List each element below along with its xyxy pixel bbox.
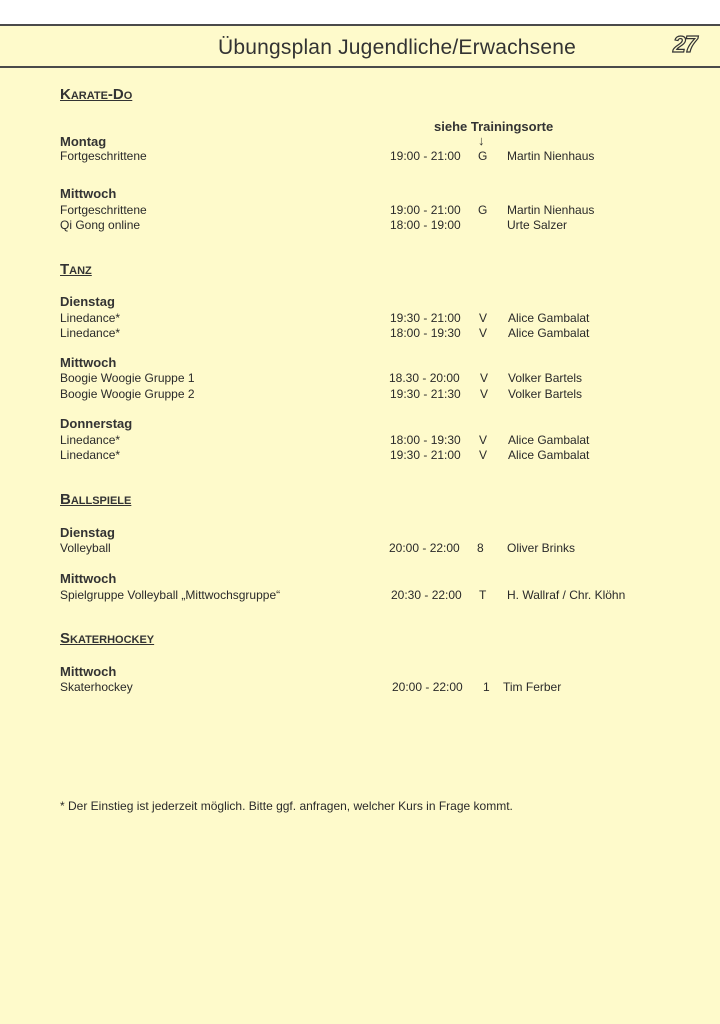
- table-row: [0, 326, 720, 341]
- course-name: Skaterhockey: [60, 680, 133, 694]
- course-name: Fortgeschrittene: [60, 149, 147, 163]
- table-row: [0, 680, 720, 695]
- course-time: 18:00 - 19:30: [390, 326, 461, 340]
- course-name: Fortgeschrittene: [60, 203, 147, 217]
- course-name: Boogie Woogie Gruppe 2: [60, 387, 195, 401]
- course-location: V: [479, 326, 488, 340]
- page-title: Übungsplan Jugendliche/Erwachsene: [217, 36, 576, 59]
- course-time: 20:00 - 22:00: [389, 541, 460, 555]
- course-location: 8: [477, 541, 484, 555]
- course-time: 18:00 - 19:30: [390, 433, 461, 447]
- course-trainer: Alice Gambalat: [508, 311, 590, 325]
- course-time: 19:00 - 21:00: [390, 203, 461, 217]
- course-location: T: [479, 588, 487, 602]
- course-trainer: Alice Gambalat: [508, 326, 590, 340]
- course-trainer: Tim Ferber: [503, 680, 562, 694]
- course-time: 19:30 - 21:00: [390, 448, 461, 462]
- course-time: 18:00 - 19:00: [390, 218, 461, 232]
- table-row: [0, 448, 720, 463]
- course-name: Volleyball: [60, 541, 111, 555]
- table-row: [0, 371, 720, 386]
- course-trainer: Martin Nienhaus: [507, 203, 595, 217]
- course-time: 20:30 - 22:00: [391, 588, 462, 602]
- course-name: Spielgruppe Volleyball „Mittwochsgruppe“: [60, 588, 281, 602]
- page-number: 27: [673, 31, 697, 57]
- day-heading: Dienstag: [60, 294, 115, 309]
- course-location: V: [480, 371, 489, 385]
- course-time: 18.30 - 20:00: [389, 371, 460, 385]
- course-location: V: [479, 433, 488, 447]
- course-name: Qi Gong online: [60, 218, 141, 232]
- table-row: [0, 149, 720, 164]
- course-location: V: [479, 448, 488, 462]
- section-title-tanz: Tanz: [60, 261, 92, 278]
- table-row: [0, 433, 720, 448]
- course-location: G: [478, 203, 488, 217]
- course-trainer: Martin Nienhaus: [507, 149, 595, 163]
- course-name: Linedance*: [60, 326, 121, 340]
- day-heading: Mittwoch: [60, 664, 117, 679]
- day-heading: Donnerstag: [60, 416, 133, 431]
- course-time: 20:00 - 22:00: [392, 680, 463, 694]
- course-time: 19:00 - 21:00: [390, 149, 461, 163]
- section-title-karate: Karate-Do: [60, 86, 133, 103]
- table-row: [0, 311, 720, 326]
- course-trainer: H. Wallraf / Chr. Klöhn: [507, 588, 626, 602]
- course-name: Linedance*: [60, 433, 121, 447]
- day-heading: Montag: [60, 134, 107, 149]
- day-heading: Dienstag: [60, 525, 115, 540]
- course-trainer: Volker Bartels: [508, 371, 583, 385]
- section-title-ballspiele: Ballspiele: [60, 491, 132, 508]
- table-row: [0, 541, 720, 556]
- legend-label: siehe Trainingsorte: [434, 119, 554, 134]
- course-time: 19:30 - 21:30: [390, 387, 461, 401]
- course-location: G: [478, 149, 488, 163]
- day-heading: Mittwoch: [60, 355, 117, 370]
- table-row: [0, 588, 720, 603]
- course-time: 19:30 - 21:00: [390, 311, 461, 325]
- table-row: [0, 387, 720, 402]
- table-row: [0, 203, 720, 218]
- section-title-skaterhockey: Skaterhockey: [60, 630, 155, 647]
- course-name: Linedance*: [60, 311, 121, 325]
- course-name: Linedance*: [60, 448, 121, 462]
- course-trainer: Urte Salzer: [507, 218, 568, 232]
- course-trainer: Volker Bartels: [508, 387, 583, 401]
- footnote: * Der Einstieg ist jederzeit möglich. Bitte ggf. anfragen, welcher Kurs in Frage kommt.: [60, 799, 513, 813]
- course-location: V: [480, 387, 489, 401]
- course-location: 1: [483, 680, 490, 694]
- course-name: Boogie Woogie Gruppe 1: [60, 371, 195, 385]
- day-heading: Mittwoch: [60, 186, 117, 201]
- course-trainer: Alice Gambalat: [508, 448, 590, 462]
- arrow-down-icon: ↓: [478, 133, 485, 148]
- course-trainer: Oliver Brinks: [507, 541, 576, 555]
- course-trainer: Alice Gambalat: [508, 433, 590, 447]
- course-location: V: [479, 311, 488, 325]
- day-heading: Mittwoch: [60, 571, 117, 586]
- table-row: [0, 218, 720, 233]
